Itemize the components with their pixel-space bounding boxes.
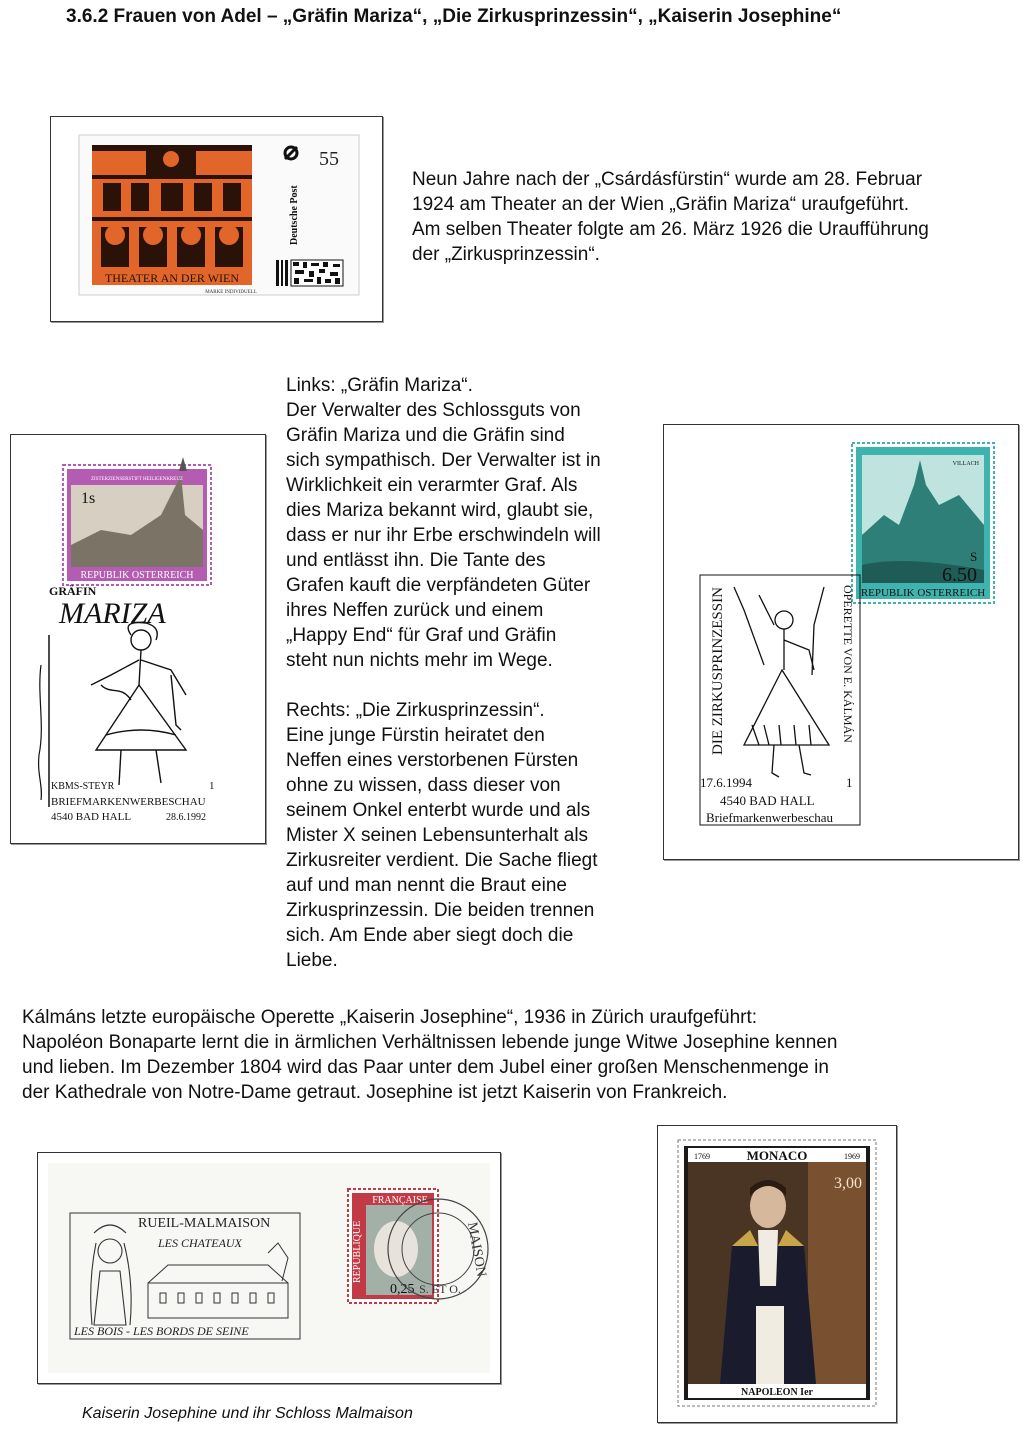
monaco-country: MONACO (746, 1148, 808, 1163)
cancel-line1: KBMS-STEYR (51, 781, 115, 792)
french-stamp-top: FRANÇAISE (372, 1195, 428, 1206)
monaco-name: NAPOLEON Ier (741, 1387, 813, 1398)
malmaison-cancel-bottom: LES BOIS - LES BORDS DE SEINE (74, 1324, 249, 1338)
round-cancel-text: MAISON (464, 1221, 489, 1279)
monaco-value: 3,00 (834, 1175, 862, 1192)
zirkus-vertical-left: DIE ZIRKUSPRINZESSIN (710, 587, 726, 755)
monaco-year-right: 1969 (844, 1152, 860, 1161)
dancer-drawing (91, 623, 186, 786)
text-line: seinem Onkel enterbt wurde und als (286, 800, 591, 821)
cancel-grafin: GRÄFIN (49, 584, 97, 598)
caption-malmaison: Kaiserin Josephine und ihr Schloss Malmaison (82, 1405, 413, 1422)
text-line: und lieben. Im Dezember 1804 wird das Paar unter dem Jubel einer großen Menschenmenge in (22, 1057, 829, 1078)
cancel-line3-left: 4540 BAD HALL (51, 811, 132, 823)
zirkus-cover (663, 424, 1019, 860)
text-line: sich sympathisch. Der Verwalter ist in (286, 450, 601, 471)
round-cancel-bottom: S. ET O. (419, 1282, 461, 1296)
mariza-cover (10, 434, 266, 844)
text-line: Zirkusreiter verdient. Die Sache fliegt (286, 850, 598, 871)
monaco-year-left: 1769 (694, 1152, 710, 1161)
malmaison-cover-svg (38, 1153, 500, 1383)
french-stamp-value: 0,25 (390, 1282, 415, 1297)
text-line: Gräfin Mariza und die Gräfin sind (286, 425, 565, 446)
villach-label: VILLACH (952, 461, 979, 467)
malmaison-cancel-top: RUEIL-MALMAISON (138, 1216, 271, 1231)
mariza-cover-svg (11, 435, 265, 843)
cancel-line3-date: 28.6.1992 (166, 812, 206, 823)
text-line: ohne zu wissen, dass dieser von (286, 775, 561, 796)
zirkus-date: 17.6.1994 (700, 775, 752, 790)
zirkus-event: Briefmarkenwerbeschau (706, 810, 834, 825)
text-line: und entlässt ihn. Die Tante des (286, 550, 546, 571)
paragraph-operettas (286, 373, 601, 973)
text-line: 1924 am Theater an der Wien „Gräfin Mariza“ uraufgeführt. (412, 194, 910, 215)
zirkus-vertical-right: OPERETTE VON E. KÁLMÁN (841, 585, 855, 743)
french-stamp-side: REPUBLIQUE (352, 1220, 363, 1283)
page-title: 3.6.2 Frauen von Adel – „Gräfin Mariza“, „Die Zirkusprinzessin“, „Kaiserin Josephine“ (66, 6, 842, 27)
text-line: Kálmáns letzte europäische Operette „Kaiserin Josephine“, 1936 in Zürich uraufgeführt: (22, 1007, 758, 1028)
mariza-stamp-value: 1s (81, 490, 96, 507)
stamp-denomination: 55 (319, 148, 339, 170)
fine-print: MARKE INDIVIDUELL (205, 290, 257, 295)
datamatrix-code (276, 260, 343, 286)
text-line: Neffen eines verstorbenen Fürsten (286, 750, 579, 771)
text-line: dass er nur ihr Erbe erschwindeln will (286, 525, 601, 546)
cancel-line2: BRIEFMARKENWERBESCHAU (51, 796, 206, 808)
paragraph-josephine (22, 1005, 837, 1105)
theater-label: THEATER AN DER WIEN (104, 271, 240, 285)
text-line: auf und man nennt die Braut eine (286, 875, 567, 896)
cancel-line1-num: 1 (209, 780, 215, 792)
paragraph-intro (412, 167, 929, 267)
text-line: ihres Neffen zurück und einem (286, 600, 544, 621)
text-line (286, 673, 601, 698)
text-line: Eine junge Fürstin heiratet den (286, 725, 545, 746)
text-line: der „Zirkusprinzessin“. (412, 244, 600, 265)
malmaison-cancel-mid: LES CHATEAUX (158, 1236, 242, 1250)
monaco-stamp-svg (658, 1126, 896, 1422)
zirkus-stamp-country: REPUBLIK OSTERREICH (860, 587, 986, 599)
monaco-stamp-card (657, 1125, 897, 1423)
deutsche-post-label: Deutsche Post (289, 185, 300, 245)
zirkus-city: 4540 BAD HALL (720, 793, 815, 808)
mariza-stamp-country: REPUBLIK OSTERREICH (80, 570, 194, 581)
mariza-stamp-top: ZISTERZIENSERSTIFT HEILIGENKREUZ (91, 477, 183, 482)
theater-stamp-svg (51, 117, 382, 321)
text-line: Am selben Theater folgte am 26. März 1926 die Uraufführung (412, 219, 929, 240)
text-line: Mister X seinen Lebensunterhalt als (286, 825, 589, 846)
text-line: Zirkusprinzessin. Die beiden trennen (286, 900, 595, 921)
text-line: Napoléon Bonaparte lernt die in ärmlichen Verhältnissen lebende junge Witwe Josephine kennen (22, 1032, 838, 1053)
circus-princess-drawing (734, 587, 829, 777)
text-line: der Kathedrale von Notre-Dame getraut. Josephine ist jetzt Kaiserin von Frankreich. (22, 1082, 728, 1103)
zirkus-num: 1 (846, 775, 853, 790)
text-line: dies Mariza bekannt wird, glaubt sie, (286, 500, 594, 521)
text-line: Grafen kauft die verpfändeten Güter (286, 575, 591, 596)
theater-stamp-card (50, 116, 383, 322)
cancel-mariza: MARIZA (59, 597, 166, 630)
zirkus-cover-svg (664, 425, 1018, 859)
text-line: Liebe. (286, 950, 338, 971)
text-line: Neun Jahre nach der „Csárdásfürstin“ wurde am 28. Februar (412, 169, 923, 190)
zirkus-stamp-value: 6.50 (942, 564, 977, 586)
text-line: „Happy End“ für Graf und Gräfin (286, 625, 557, 646)
text-line: Rechts: „Die Zirkusprinzessin“. (286, 700, 545, 721)
malmaison-cover (37, 1152, 501, 1384)
text-line: sich. Am Ende aber siegt doch die (286, 925, 574, 946)
text-line: Wirklichkeit ein verarmter Graf. Als (286, 475, 578, 496)
text-line: steht nun nichts mehr im Wege. (286, 650, 553, 671)
zirkus-stamp-currency: S (970, 549, 978, 564)
text-line: Der Verwalter des Schlossguts von (286, 400, 581, 421)
text-line: Links: „Gräfin Mariza“. (286, 375, 473, 396)
